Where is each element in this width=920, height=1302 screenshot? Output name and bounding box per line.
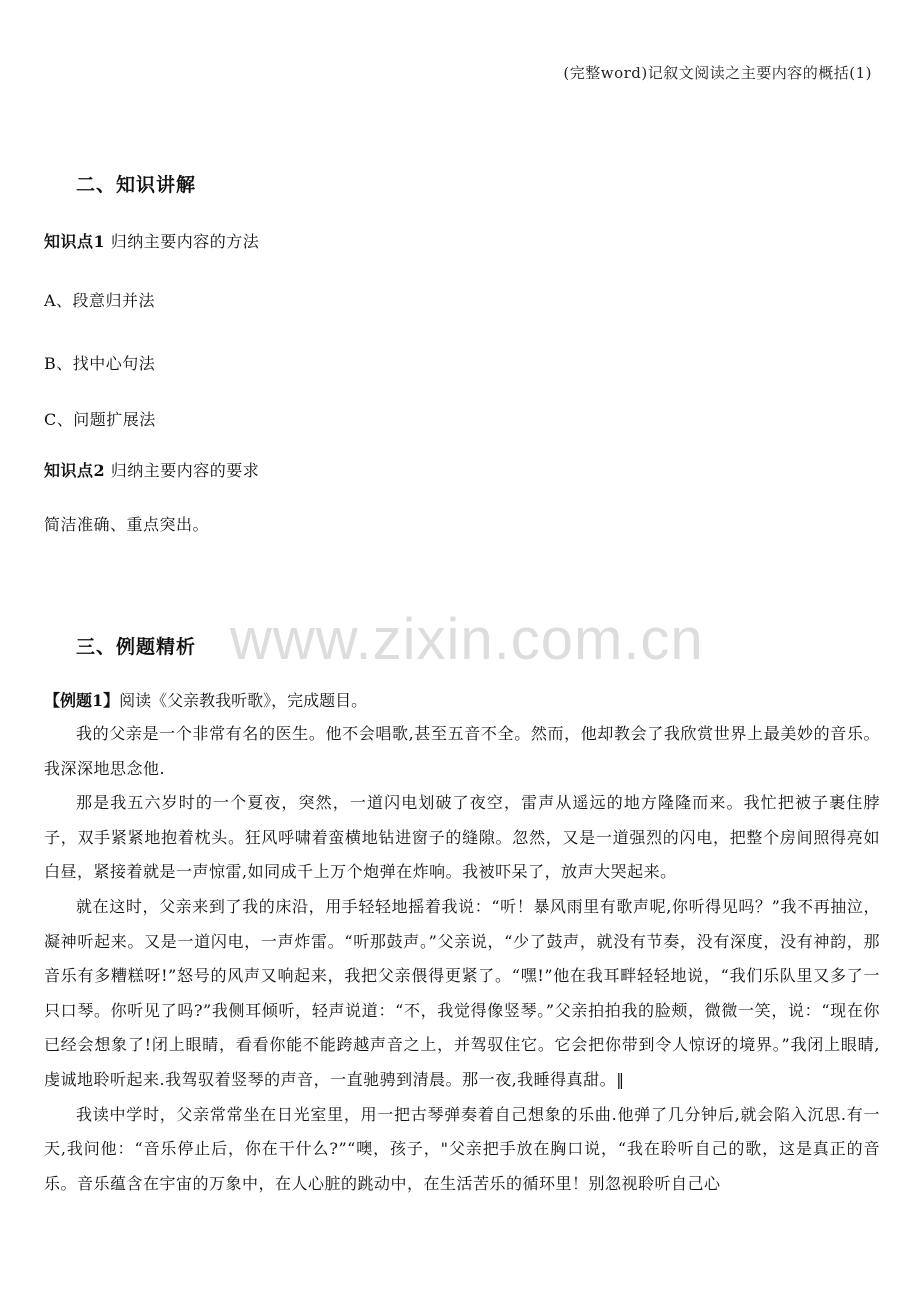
knowledge-point-2-label: 知识点2 xyxy=(44,461,106,480)
watermark-text: www.zixin.com.cn xyxy=(230,607,704,672)
example-prompt: 阅读《父亲教我听歌》，完成题目。 xyxy=(119,691,368,710)
method-item: B、找中心句法 xyxy=(44,354,156,373)
story-paragraph: 就在这时，父亲来到了我的床沿，用手轻轻地摇着我说：“听！暴风雨里有歌声呢,你听得见吗？”我不再抽泣，凝神听起来。又是一道闪电，一声炸雷。“听那鼓声。”父亲说，“少了鼓声，就没有节奏，没有深度，没有神韵，那音乐有多糟糕呀!”怒号的风声又响起来，我把父亲偎得更紧了。“嘿!”他在我耳畔轻轻地说，“我们乐队里又多了一只口琴。你听见了吗?”我侧耳倾听，轻声说道：“不，我觉得像竖琴。”父亲拍拍我的脸颊，微微一笑，说：“现在你已经会想象了!闭上眼睛，看看你能不能跨越声音之上，并驾驭住它。它会把你带到令人惊讶的境界。”我闭上眼睛,虔诚地聆听起来.我驾驭着竖琴的声音，一直驰骋到清晨。那一夜,我睡得真甜。‖ xyxy=(44,896,880,1089)
section-heading-examples: 三、例题精析 xyxy=(76,636,197,658)
section-heading-knowledge: 二、知识讲解 xyxy=(76,174,197,196)
requirement-text: 简洁准确、重点突出。 xyxy=(44,515,210,534)
story-paragraph: 那是我五六岁时的一个夏夜，突然，一道闪电划破了夜空，雷声从遥远的地方隆隆而来。我忙把被子裹住脖子，双手紧紧地抱着枕头。狂风呼啸着蛮横地钻进窗子的缝隙。忽然，又是一道强烈的闪电，把整个房间照得亮如白昼，紧接着就是一声惊雷,如同成千上万个炮弹在炸响。我被吓呆了，放声大哭起来。 xyxy=(44,793,880,882)
method-item: A、段意归并法 xyxy=(44,291,156,310)
story-paragraph: 我的父亲是一个非常有名的医生。他不会唱歌,甚至五音不全。然而，他却教会了我欣赏世界上最美妙的音乐。我深深地思念他. xyxy=(44,724,880,778)
knowledge-point-1-text: 归纳主要内容的方法 xyxy=(105,232,260,251)
knowledge-point-2-text: 归纳主要内容的要求 xyxy=(105,461,260,480)
document-header-title: (完整word)记叙文阅读之主要内容的概括(1) xyxy=(563,64,872,82)
knowledge-point-2 xyxy=(44,458,259,481)
knowledge-point-1-label: 知识点1 xyxy=(44,232,106,251)
story-paragraph: 我读中学时，父亲常常坐在日光室里，用一把古琴弹奏着自己想象的乐曲.他弹了几分钟后,就会陷入沉思.有一天,我问他：“音乐停止后，你在干什么?”“噢，孩子，"父亲把手放在胸口说，“我在聆听自己的歌，这是真正的音乐。音乐蕴含在宇宙的万象中，在人心脏的跳动中，在生活苦乐的循环里！别忽视聆听自己心 xyxy=(44,1104,880,1193)
example-block xyxy=(44,688,880,1201)
method-item: C、问题扩展法 xyxy=(44,410,156,429)
example-label: 【例题1】 xyxy=(44,691,120,710)
knowledge-point-1 xyxy=(44,229,259,252)
example-title xyxy=(44,688,880,714)
